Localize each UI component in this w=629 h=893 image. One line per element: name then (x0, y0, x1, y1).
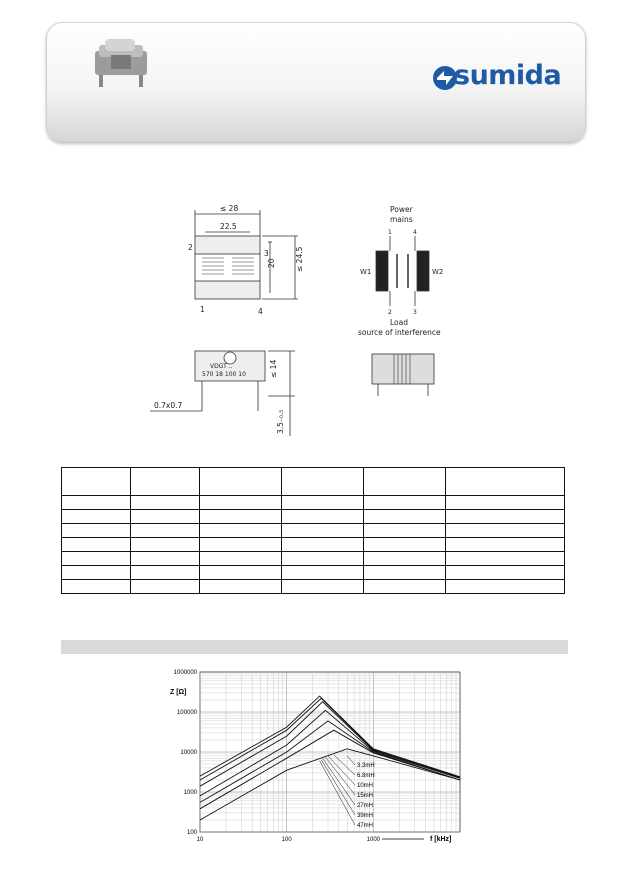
schematic-power: Power (390, 205, 413, 214)
table-row (62, 496, 565, 510)
brand-name: sumida (454, 60, 562, 91)
x-tick-label: 100 (281, 837, 292, 843)
table-row (62, 524, 565, 538)
dim-depth-max: ≤ 14 (269, 359, 278, 378)
x-tick-label: 1000 (366, 837, 381, 843)
series-label: 27mH (357, 803, 374, 809)
y-tick-label: 100000 (176, 710, 197, 716)
dim-width: 22.5 (220, 222, 237, 231)
y-tick-label: 1000 (183, 790, 197, 796)
dim-pin-length: 3.5₋₀.₅ (276, 409, 285, 434)
marking-line-1: VDGT .. (210, 363, 233, 370)
schematic-source: source of interference (358, 328, 441, 337)
schematic-w1: W1 (360, 268, 372, 276)
y-tick-label: 1000000 (173, 670, 197, 676)
pin-1: 1 (200, 305, 205, 314)
series-label: 3.3mH (357, 763, 375, 769)
y-tick-label: 100 (186, 830, 197, 836)
pin-4: 4 (258, 307, 263, 316)
dim-width-max: ≤ 28 (220, 204, 239, 213)
table-header-row (62, 468, 565, 496)
dim-pin: 0.7x0.7 (154, 401, 183, 410)
schematic-mains: mains (390, 215, 413, 224)
marking-line-2: 570 18 100 10 (202, 371, 246, 378)
schematic-pin-1: 1 (388, 229, 392, 236)
y-tick-label: 10000 (180, 750, 197, 756)
table-row (62, 552, 565, 566)
dimension-drawing (150, 196, 480, 446)
series-label: 39mH (357, 813, 374, 819)
dim-height: 20 (267, 258, 276, 268)
dim-height-max: ≤ 24.5 (295, 246, 304, 272)
x-axis-label: f [kHz] (430, 836, 452, 843)
series-label: 47mH (357, 823, 374, 829)
x-tick-label: 10 (196, 837, 204, 843)
series-label: 6.8mH (357, 773, 375, 779)
y-axis-label: Z [Ω] (170, 689, 187, 696)
spec-table (61, 467, 565, 594)
section-band (61, 640, 568, 654)
pin-2: 2 (188, 243, 193, 252)
schematic-pin-3: 3 (413, 309, 417, 316)
product-photo-icon (87, 31, 159, 89)
table-row (62, 580, 565, 594)
table-row (62, 538, 565, 552)
table-row (62, 566, 565, 580)
series-label: 15mH (357, 793, 374, 799)
schematic-pin-4: 4 (413, 229, 417, 236)
schematic-w2: W2 (432, 268, 444, 276)
impedance-chart (163, 660, 468, 850)
schematic-pin-2: 2 (388, 309, 392, 316)
table-row (62, 510, 565, 524)
pin-3: 3 (264, 249, 269, 258)
schematic-load: Load (390, 318, 408, 327)
series-label: 10mH (357, 783, 374, 789)
